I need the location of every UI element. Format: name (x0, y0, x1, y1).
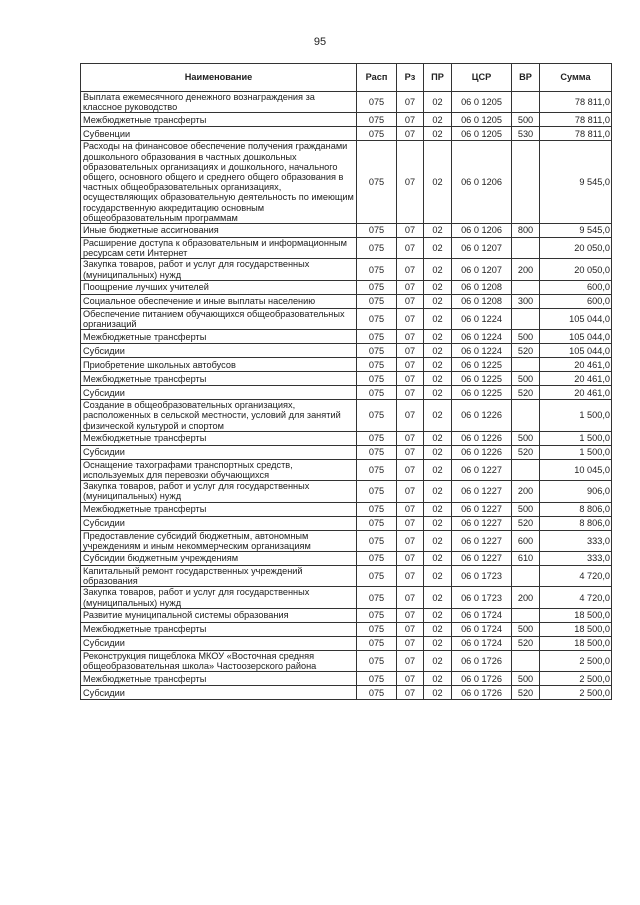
cell-pr: 02 (424, 686, 452, 700)
cell-sum: 20 461,0 (540, 358, 612, 372)
cell-csr: 06 0 1227 (452, 552, 512, 566)
table-row (81, 330, 612, 344)
cell-rasp: 075 (357, 400, 397, 432)
cell-vr (512, 358, 540, 372)
cell-name: Капитальный ремонт государственных учреждений образования (81, 566, 357, 587)
table-row (81, 308, 612, 329)
cell-sum: 20 461,0 (540, 386, 612, 400)
header-row (81, 64, 612, 92)
cell-pr: 02 (424, 113, 452, 127)
cell-vr: 500 (512, 672, 540, 686)
cell-name: Межбюджетные трансферты (81, 502, 357, 516)
header-vr: ВР (512, 64, 540, 92)
cell-rasp: 075 (357, 372, 397, 386)
table-row (81, 224, 612, 238)
cell-pr: 02 (424, 358, 452, 372)
cell-csr: 06 0 1723 (452, 587, 512, 608)
cell-rz: 07 (397, 141, 424, 224)
cell-sum: 4 720,0 (540, 566, 612, 587)
table-row (81, 113, 612, 127)
table-row (81, 636, 612, 650)
cell-rz: 07 (397, 294, 424, 308)
table-body (81, 92, 612, 700)
cell-name: Создание в общеобразовательных организациях, расположенных в сельской местности, условий для занятий физической культурой и спортом (81, 400, 357, 432)
cell-csr: 06 0 1726 (452, 672, 512, 686)
table-row (81, 294, 612, 308)
cell-rz: 07 (397, 650, 424, 671)
table-row (81, 459, 612, 480)
table-row (81, 516, 612, 530)
cell-sum: 20 050,0 (540, 259, 612, 280)
cell-sum: 8 806,0 (540, 502, 612, 516)
cell-vr (512, 238, 540, 259)
cell-rasp: 075 (357, 92, 397, 113)
cell-vr: 200 (512, 481, 540, 502)
cell-rz: 07 (397, 552, 424, 566)
cell-csr: 06 0 1227 (452, 516, 512, 530)
cell-rz: 07 (397, 431, 424, 445)
cell-sum: 78 811,0 (540, 127, 612, 141)
cell-rasp: 075 (357, 459, 397, 480)
cell-name: Закупка товаров, работ и услуг для государственных (муниципальных) нужд (81, 587, 357, 608)
cell-name: Субсидии бюджетным учреждениям (81, 552, 357, 566)
cell-rz: 07 (397, 259, 424, 280)
cell-name: Социальное обеспечение и иные выплаты населению (81, 294, 357, 308)
cell-rasp: 075 (357, 127, 397, 141)
cell-pr: 02 (424, 224, 452, 238)
cell-name: Межбюджетные трансферты (81, 622, 357, 636)
table-row (81, 259, 612, 280)
cell-name: Обеспечение питанием обучающихся общеобразовательных организаций (81, 308, 357, 329)
header-sum: Сумма (540, 64, 612, 92)
cell-rz: 07 (397, 330, 424, 344)
cell-vr: 500 (512, 113, 540, 127)
page-number: 95 (313, 36, 327, 48)
cell-csr: 06 0 1205 (452, 113, 512, 127)
table-row (81, 445, 612, 459)
cell-sum: 18 500,0 (540, 608, 612, 622)
cell-rz: 07 (397, 92, 424, 113)
cell-csr: 06 0 1225 (452, 372, 512, 386)
cell-sum: 4 720,0 (540, 587, 612, 608)
cell-sum: 78 811,0 (540, 113, 612, 127)
cell-sum: 2 500,0 (540, 686, 612, 700)
cell-name: Развитие муниципальной системы образования (81, 608, 357, 622)
cell-rasp: 075 (357, 650, 397, 671)
cell-vr: 520 (512, 344, 540, 358)
cell-csr: 06 0 1226 (452, 400, 512, 432)
cell-rasp: 075 (357, 587, 397, 608)
cell-csr: 06 0 1205 (452, 127, 512, 141)
cell-sum: 1 500,0 (540, 445, 612, 459)
cell-sum: 105 044,0 (540, 344, 612, 358)
cell-csr: 06 0 1207 (452, 259, 512, 280)
cell-csr: 06 0 1227 (452, 502, 512, 516)
cell-csr: 06 0 1723 (452, 566, 512, 587)
cell-vr: 500 (512, 622, 540, 636)
cell-sum: 20 461,0 (540, 372, 612, 386)
cell-rasp: 075 (357, 502, 397, 516)
cell-csr: 06 0 1224 (452, 330, 512, 344)
table-row (81, 372, 612, 386)
header-rasp: Расп (357, 64, 397, 92)
table-row (81, 358, 612, 372)
cell-csr: 06 0 1726 (452, 686, 512, 700)
cell-vr: 610 (512, 552, 540, 566)
cell-rasp: 075 (357, 552, 397, 566)
cell-vr (512, 650, 540, 671)
cell-pr: 02 (424, 636, 452, 650)
cell-name: Расширение доступа к образовательным и информационным ресурсам сети Интернет (81, 238, 357, 259)
cell-csr: 06 0 1227 (452, 481, 512, 502)
cell-rz: 07 (397, 372, 424, 386)
cell-sum: 78 811,0 (540, 92, 612, 113)
cell-vr: 200 (512, 587, 540, 608)
cell-rasp: 075 (357, 344, 397, 358)
cell-sum: 10 045,0 (540, 459, 612, 480)
cell-pr: 02 (424, 566, 452, 587)
table-row (81, 127, 612, 141)
cell-rasp: 075 (357, 358, 397, 372)
cell-sum: 600,0 (540, 280, 612, 294)
cell-pr: 02 (424, 92, 452, 113)
cell-vr (512, 141, 540, 224)
cell-name: Субсидии (81, 386, 357, 400)
cell-pr: 02 (424, 259, 452, 280)
cell-pr: 02 (424, 386, 452, 400)
cell-pr: 02 (424, 372, 452, 386)
cell-pr: 02 (424, 622, 452, 636)
table-row (81, 386, 612, 400)
cell-sum: 906,0 (540, 481, 612, 502)
cell-rz: 07 (397, 358, 424, 372)
cell-name: Выплата ежемесячного денежного вознаграждения за классное руководство (81, 92, 357, 113)
cell-rasp: 075 (357, 686, 397, 700)
cell-rz: 07 (397, 238, 424, 259)
cell-pr: 02 (424, 459, 452, 480)
table-row (81, 400, 612, 432)
table-row (81, 344, 612, 358)
cell-rz: 07 (397, 481, 424, 502)
cell-name: Предоставление субсидий бюджетным, автономным учреждениям и иным некоммерческим организациям (81, 530, 357, 551)
cell-name: Межбюджетные трансферты (81, 113, 357, 127)
cell-rasp: 075 (357, 259, 397, 280)
cell-csr: 06 0 1226 (452, 431, 512, 445)
cell-vr (512, 400, 540, 432)
cell-rasp: 075 (357, 445, 397, 459)
table-row (81, 92, 612, 113)
cell-sum: 20 050,0 (540, 238, 612, 259)
cell-name: Закупка товаров, работ и услуг для государственных (муниципальных) нужд (81, 481, 357, 502)
cell-rz: 07 (397, 459, 424, 480)
cell-pr: 02 (424, 308, 452, 329)
cell-csr: 06 0 1724 (452, 636, 512, 650)
cell-name: Иные бюджетные ассигнования (81, 224, 357, 238)
cell-rasp: 075 (357, 672, 397, 686)
cell-rz: 07 (397, 622, 424, 636)
cell-rz: 07 (397, 127, 424, 141)
cell-pr: 02 (424, 516, 452, 530)
cell-name: Межбюджетные трансферты (81, 672, 357, 686)
cell-pr: 02 (424, 530, 452, 551)
cell-vr (512, 280, 540, 294)
table-row (81, 530, 612, 551)
table-row (81, 141, 612, 224)
cell-rz: 07 (397, 608, 424, 622)
cell-sum: 2 500,0 (540, 672, 612, 686)
cell-vr: 520 (512, 686, 540, 700)
cell-pr: 02 (424, 650, 452, 671)
cell-rasp: 075 (357, 294, 397, 308)
cell-rz: 07 (397, 672, 424, 686)
cell-csr: 06 0 1226 (452, 445, 512, 459)
cell-name: Субвенции (81, 127, 357, 141)
cell-csr: 06 0 1208 (452, 294, 512, 308)
cell-pr: 02 (424, 431, 452, 445)
cell-pr: 02 (424, 502, 452, 516)
cell-sum: 9 545,0 (540, 224, 612, 238)
cell-csr: 06 0 1207 (452, 238, 512, 259)
cell-vr (512, 459, 540, 480)
table-row (81, 481, 612, 502)
cell-pr: 02 (424, 280, 452, 294)
cell-vr: 520 (512, 445, 540, 459)
cell-rasp: 075 (357, 238, 397, 259)
cell-rasp: 075 (357, 330, 397, 344)
cell-rasp: 075 (357, 608, 397, 622)
cell-csr: 06 0 1224 (452, 308, 512, 329)
cell-vr: 800 (512, 224, 540, 238)
cell-pr: 02 (424, 294, 452, 308)
cell-name: Субсидии (81, 686, 357, 700)
cell-rz: 07 (397, 516, 424, 530)
cell-rasp: 075 (357, 141, 397, 224)
cell-rz: 07 (397, 587, 424, 608)
cell-csr: 06 0 1205 (452, 92, 512, 113)
cell-pr: 02 (424, 587, 452, 608)
cell-pr: 02 (424, 344, 452, 358)
cell-pr: 02 (424, 238, 452, 259)
cell-pr: 02 (424, 127, 452, 141)
cell-name: Субсидии (81, 445, 357, 459)
cell-rasp: 075 (357, 280, 397, 294)
table-row (81, 552, 612, 566)
cell-sum: 9 545,0 (540, 141, 612, 224)
cell-name: Межбюджетные трансферты (81, 431, 357, 445)
cell-csr: 06 0 1724 (452, 608, 512, 622)
cell-rz: 07 (397, 308, 424, 329)
cell-name: Поощрение лучших учителей (81, 280, 357, 294)
cell-name: Закупка товаров, работ и услуг для государственных (муниципальных) нужд (81, 259, 357, 280)
cell-vr: 200 (512, 259, 540, 280)
cell-sum: 1 500,0 (540, 431, 612, 445)
cell-vr: 600 (512, 530, 540, 551)
cell-vr (512, 566, 540, 587)
cell-rz: 07 (397, 400, 424, 432)
cell-sum: 333,0 (540, 530, 612, 551)
header-name: Наименование (81, 64, 357, 92)
cell-vr: 500 (512, 502, 540, 516)
cell-sum: 105 044,0 (540, 330, 612, 344)
table-row (81, 587, 612, 608)
cell-rz: 07 (397, 636, 424, 650)
cell-pr: 02 (424, 445, 452, 459)
table-header (81, 64, 612, 92)
cell-rz: 07 (397, 445, 424, 459)
cell-csr: 06 0 1224 (452, 344, 512, 358)
table-row (81, 566, 612, 587)
table-row (81, 622, 612, 636)
cell-rz: 07 (397, 686, 424, 700)
header-rz: Рз (397, 64, 424, 92)
table-row (81, 502, 612, 516)
cell-csr: 06 0 1726 (452, 650, 512, 671)
cell-csr: 06 0 1225 (452, 358, 512, 372)
cell-sum: 1 500,0 (540, 400, 612, 432)
cell-rz: 07 (397, 113, 424, 127)
cell-vr (512, 308, 540, 329)
cell-rz: 07 (397, 566, 424, 587)
cell-rz: 07 (397, 224, 424, 238)
cell-sum: 333,0 (540, 552, 612, 566)
cell-csr: 06 0 1206 (452, 224, 512, 238)
cell-name: Межбюджетные трансферты (81, 330, 357, 344)
cell-sum: 2 500,0 (540, 650, 612, 671)
cell-name: Приобретение школьных автобусов (81, 358, 357, 372)
cell-rz: 07 (397, 530, 424, 551)
cell-rasp: 075 (357, 386, 397, 400)
cell-rasp: 075 (357, 481, 397, 502)
cell-pr: 02 (424, 400, 452, 432)
cell-vr: 520 (512, 386, 540, 400)
cell-pr: 02 (424, 672, 452, 686)
cell-csr: 06 0 1208 (452, 280, 512, 294)
cell-rasp: 075 (357, 636, 397, 650)
cell-pr: 02 (424, 608, 452, 622)
table-row (81, 431, 612, 445)
cell-sum: 8 806,0 (540, 516, 612, 530)
cell-vr: 530 (512, 127, 540, 141)
cell-name: Оснащение тахографами транспортных средств, используемых для перевозки обучающихся (81, 459, 357, 480)
table-row (81, 608, 612, 622)
cell-vr: 500 (512, 372, 540, 386)
cell-rasp: 075 (357, 113, 397, 127)
cell-name: Субсидии (81, 636, 357, 650)
cell-rz: 07 (397, 344, 424, 358)
header-pr: ПР (424, 64, 452, 92)
cell-csr: 06 0 1724 (452, 622, 512, 636)
cell-rz: 07 (397, 280, 424, 294)
cell-csr: 06 0 1227 (452, 530, 512, 551)
table-row (81, 686, 612, 700)
cell-rasp: 075 (357, 308, 397, 329)
cell-name: Расходы на финансовое обеспечение получения гражданами дошкольного образования в частных дошкольных образовательных организациях и дошкольного, начального общего, основного общего и среднего общего образования в частных общеобразовательных организациях, осуществляющих образовательную деятельность по имеющим государственную аккредитацию основным общеобразовательным программам (81, 141, 357, 224)
table-row (81, 280, 612, 294)
cell-sum: 105 044,0 (540, 308, 612, 329)
header-csr: ЦСР (452, 64, 512, 92)
cell-rasp: 075 (357, 224, 397, 238)
cell-vr: 520 (512, 636, 540, 650)
cell-vr: 500 (512, 431, 540, 445)
budget-table (80, 63, 612, 700)
cell-pr: 02 (424, 552, 452, 566)
cell-rz: 07 (397, 502, 424, 516)
cell-sum: 18 500,0 (540, 622, 612, 636)
table-row (81, 650, 612, 671)
cell-rasp: 075 (357, 566, 397, 587)
cell-vr (512, 92, 540, 113)
cell-pr: 02 (424, 141, 452, 224)
cell-name: Межбюджетные трансферты (81, 372, 357, 386)
cell-vr (512, 608, 540, 622)
cell-name: Субсидии (81, 516, 357, 530)
table-row (81, 672, 612, 686)
cell-rasp: 075 (357, 431, 397, 445)
table-row (81, 238, 612, 259)
cell-rasp: 075 (357, 516, 397, 530)
cell-csr: 06 0 1206 (452, 141, 512, 224)
cell-vr: 520 (512, 516, 540, 530)
cell-rasp: 075 (357, 530, 397, 551)
cell-vr: 500 (512, 330, 540, 344)
cell-vr: 300 (512, 294, 540, 308)
cell-name: Субсидии (81, 344, 357, 358)
cell-rasp: 075 (357, 622, 397, 636)
cell-csr: 06 0 1227 (452, 459, 512, 480)
cell-sum: 600,0 (540, 294, 612, 308)
cell-pr: 02 (424, 330, 452, 344)
cell-pr: 02 (424, 481, 452, 502)
cell-rz: 07 (397, 386, 424, 400)
cell-name: Реконструкция пищеблока МКОУ «Восточная средняя общеобразовательная школа» Частоозерского района (81, 650, 357, 671)
cell-csr: 06 0 1225 (452, 386, 512, 400)
cell-sum: 18 500,0 (540, 636, 612, 650)
